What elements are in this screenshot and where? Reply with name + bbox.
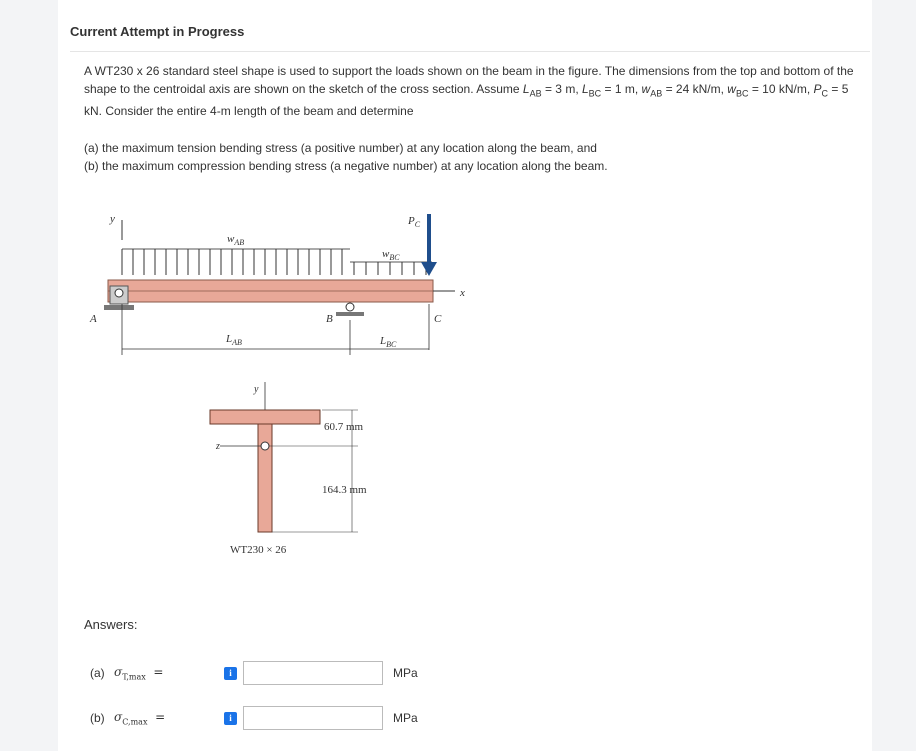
label-b: B xyxy=(326,313,333,325)
label-pc: $P_C$ xyxy=(408,215,421,229)
divider xyxy=(70,51,870,52)
label-x: x xyxy=(460,287,465,299)
load-arrows-ab xyxy=(122,249,342,275)
support-b xyxy=(336,303,364,316)
page-title: Current Attempt in Progress xyxy=(70,24,245,39)
dim-bottom-label: 164.3 mm xyxy=(322,484,367,496)
answer-a-part: (a) xyxy=(90,666,105,680)
label-wab: $w_{AB}$ xyxy=(227,233,245,247)
problem-intro: A WT230 x 26 standard steel shape is used to support the loads shown on the beam in the figure. The dimensions from the top and bottom of the shape to the centroidal axis are shown on the sketch of the cross section. Assume $L_{AB} = 3$ m, $L_{BC} = 1$ m, $w_{AB} = 24$ kN/m, $w_{BC} = 10$ kN/m, $P_C = 5$ kN. Consider the entire 4-m length of the beam and determine xyxy=(84,64,854,119)
problem-statement xyxy=(84,62,854,175)
part-a-text: (a) the maximum tension bending stress (a positive number) at any location along the beam, and xyxy=(84,141,597,156)
label-wbc: $w_{BC}$ xyxy=(382,248,400,262)
answer-a-symbol: $\sigma_{T,max}$ = xyxy=(114,664,164,682)
load-arrows-bc xyxy=(354,262,426,275)
label-a: A xyxy=(90,313,97,325)
label-c: C xyxy=(434,313,442,325)
cs-label-z: z xyxy=(216,441,220,452)
answer-b-input[interactable] xyxy=(243,706,383,730)
answer-a-unit: MPa xyxy=(393,666,418,680)
t-flange xyxy=(210,410,320,424)
answer-b-symbol: $\sigma_{C,max}$ = xyxy=(114,709,166,727)
answer-row-b xyxy=(90,705,418,731)
answer-a-input[interactable] xyxy=(243,661,383,685)
beam-figure xyxy=(60,200,500,570)
label-lbc: $L_{BC}$ xyxy=(380,335,397,349)
label-lab: $L_{AB}$ xyxy=(226,333,242,347)
answer-b-unit: MPa xyxy=(393,711,418,725)
cs-label-y: y xyxy=(254,384,259,395)
answer-b-part: (b) xyxy=(90,711,105,725)
dim-top-label: 60.7 mm xyxy=(324,421,364,433)
info-icon[interactable]: i xyxy=(224,667,237,680)
label-y: y xyxy=(110,213,115,225)
shape-name-label: WT230 × 26 xyxy=(230,544,287,556)
info-icon[interactable]: i xyxy=(224,712,237,725)
answers-label: Answers: xyxy=(84,617,138,632)
t-stem xyxy=(258,424,272,532)
answer-row-a xyxy=(90,660,418,686)
centroid-icon xyxy=(261,442,269,450)
part-b-text: (b) the maximum compression bending stress (a negative number) at any location along the beam. xyxy=(84,159,608,174)
